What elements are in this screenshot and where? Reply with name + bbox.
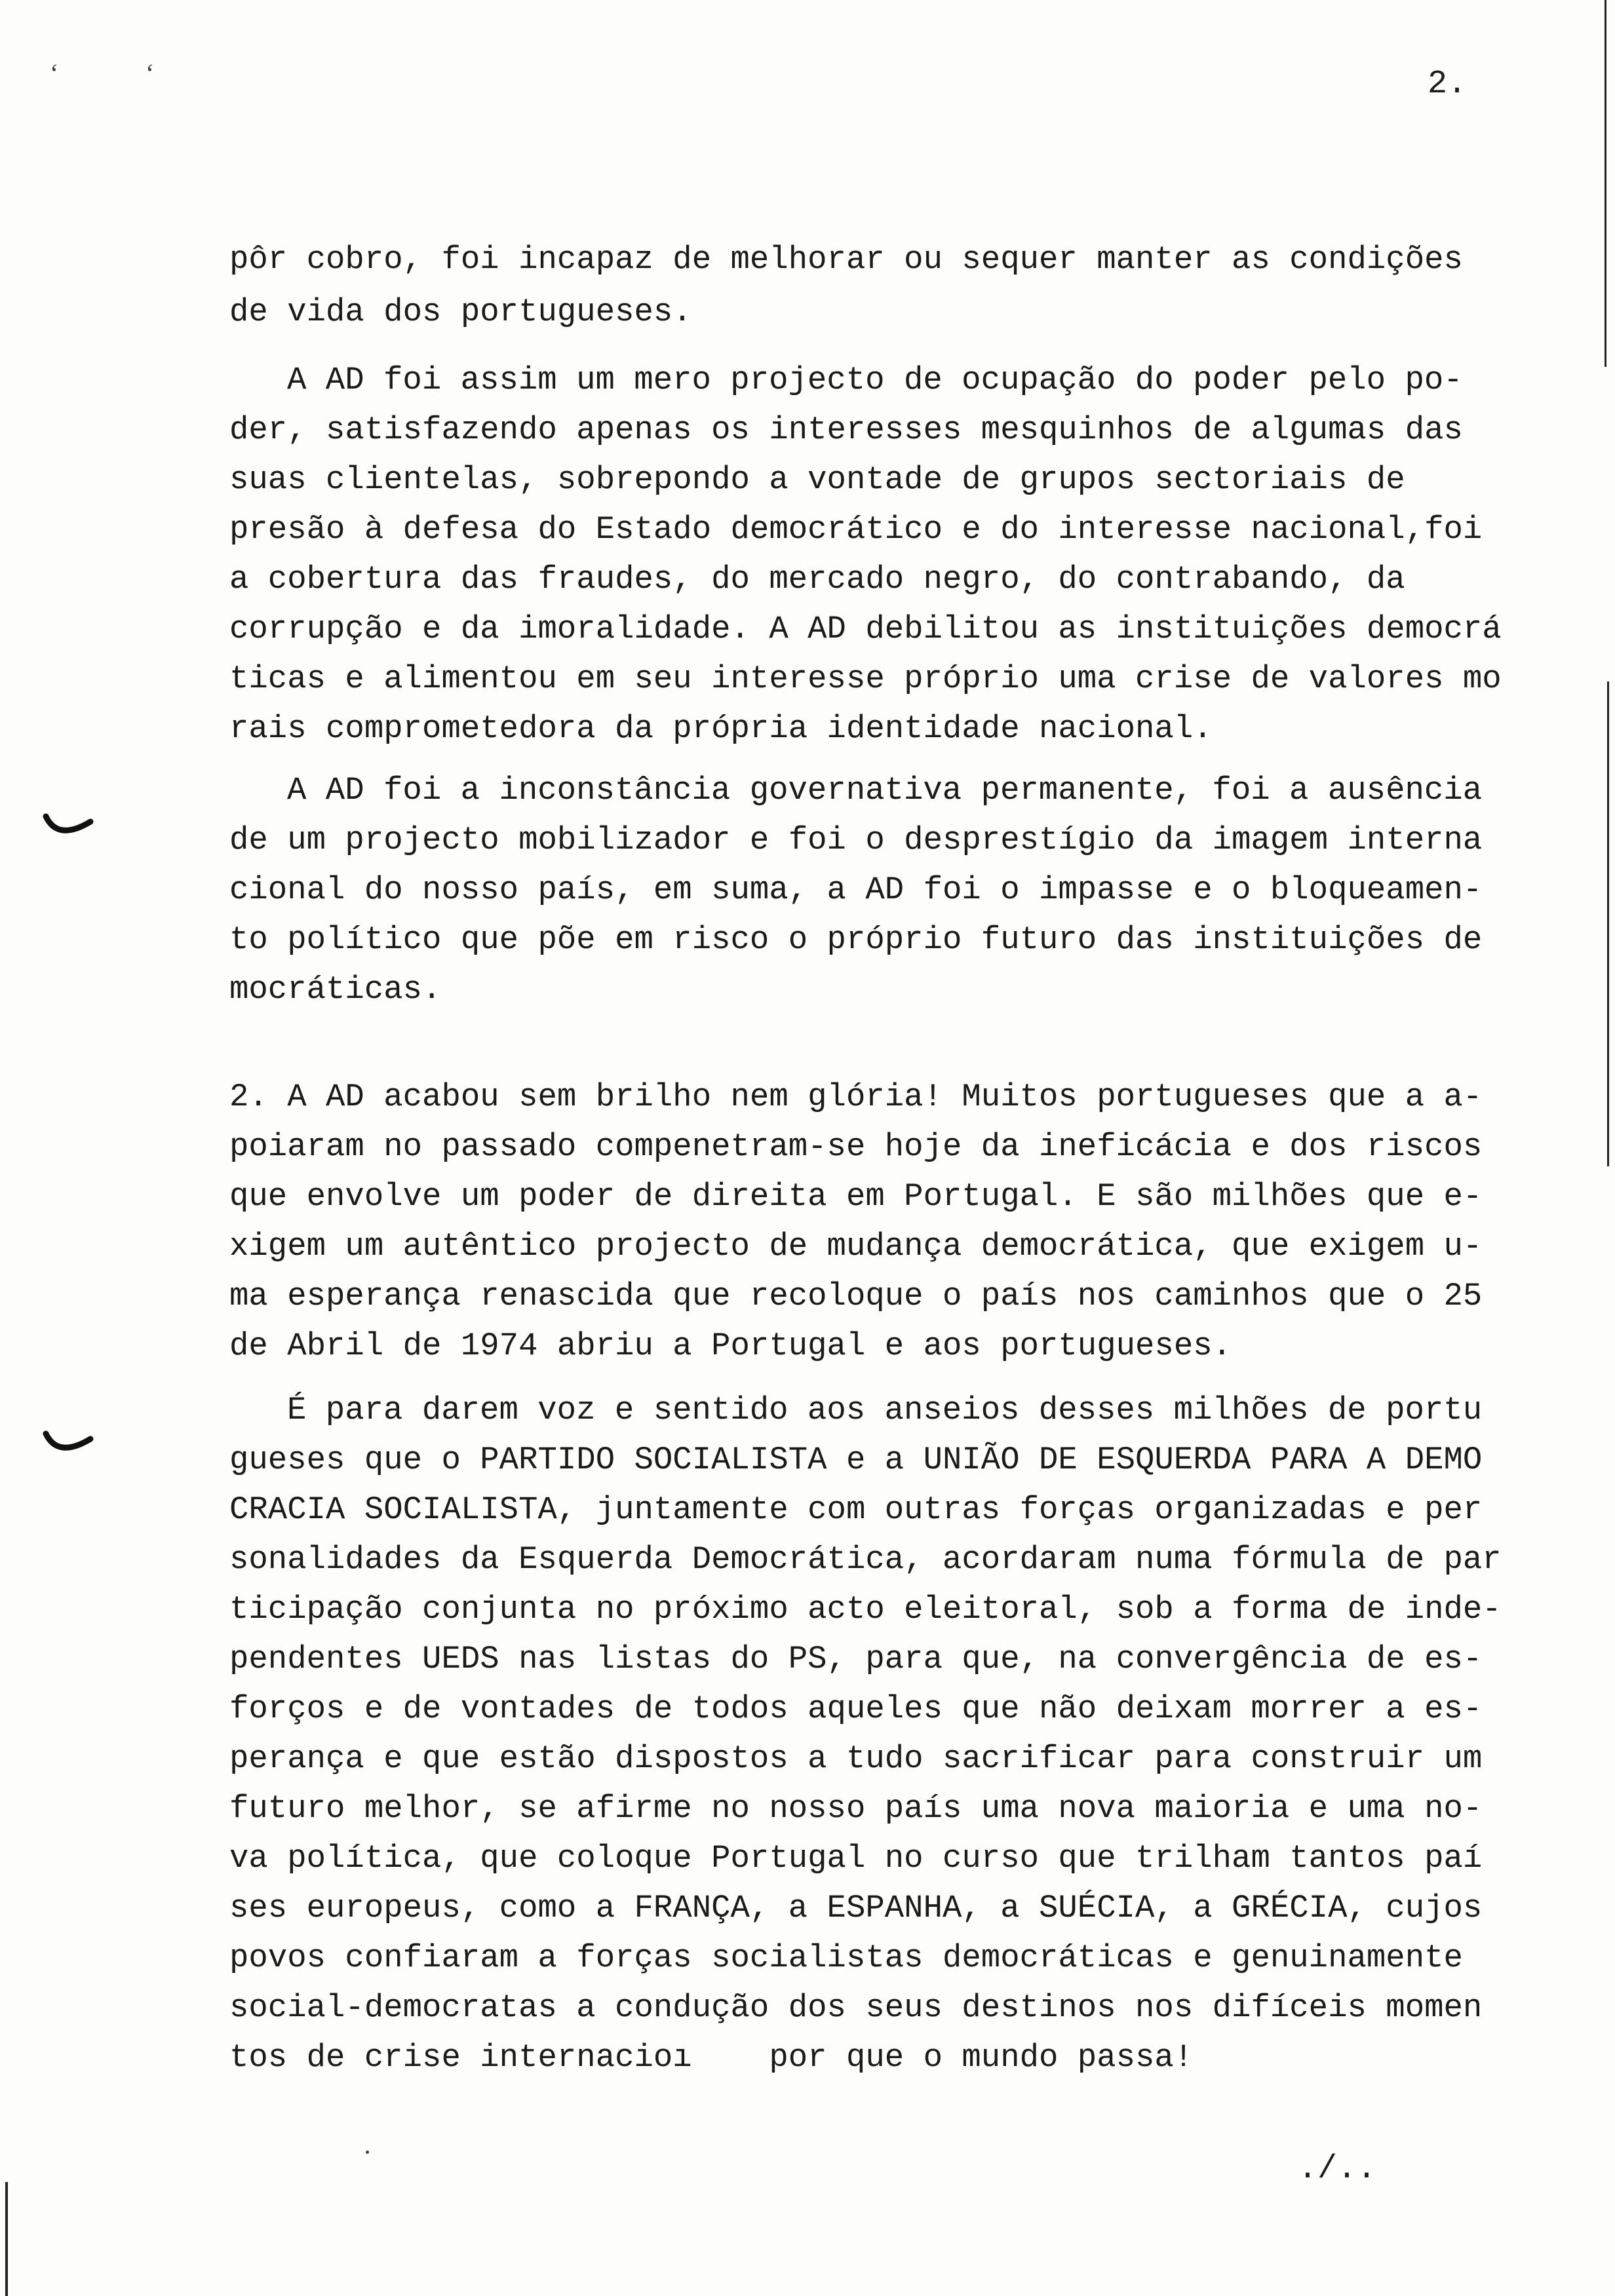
paragraph-3-line: cional do nosso país, em suma, a AD foi o impasse e o bloqueamen- [229, 871, 1483, 908]
paragraph-2-line: rais comprometedora da própria identidade nacional. [229, 710, 1213, 747]
paragraph-5-line: CRACIA SOCIALISTA, juntamente com outras forças organizadas e per [229, 1491, 1483, 1528]
punch-hole-mark-lower [42, 1430, 94, 1461]
paragraph-4-line: que envolve um poder de direita em Portugal. E são milhões que e- [229, 1178, 1483, 1215]
paragraph-5-line: É para darem voz e sentido aos anseios desses milhões de portu [287, 1392, 1483, 1428]
paragraph-5-line: va política, que coloque Portugal no curso que trilham tantos paí [229, 1840, 1483, 1877]
corner-mark-left: ‘ [50, 58, 59, 88]
paragraph-4-line: poiaram no passado compenetram-se hoje da ineficácia e dos riscos [229, 1128, 1483, 1165]
paragraph-2-line: A AD foi assim um mero projecto de ocupação do poder pelo po- [287, 362, 1463, 398]
paragraph-4-line: xigem um autêntico projecto de mudança democrática, que exigem u- [229, 1228, 1483, 1265]
paragraph-5-line: povos confiaram a forças socialistas democráticas e genuinamente [229, 1940, 1463, 1976]
paragraph-1-line: pôr cobro, foi incapaz de melhorar ou sequer manter as condições [229, 241, 1463, 278]
paragraph-5-line: gueses que o PARTIDO SOCIALISTA e a UNIÃO DE ESQUERDA PARA A DEMO [229, 1442, 1483, 1478]
paragraph-5-line: social-democratas a condução dos seus destinos nos difíceis momen [229, 1989, 1483, 2026]
paragraph-3-line: A AD foi a inconstância governativa permanente, foi a ausência [287, 772, 1483, 809]
paragraph-1-line: de vida dos portugueses. [229, 294, 692, 330]
paragraph-5-line: ses europeus, como a FRANÇA, a ESPANHA, a SUÉCIA, a GRÉCIA, cujos [229, 1890, 1483, 1926]
punch-hole-mark-upper [42, 813, 94, 844]
paragraph-4-line: ma esperança renascida que recoloque o país nos caminhos que o 25 [229, 1278, 1483, 1314]
paragraph-5-line: perança e que estão dispostos a tudo sacrificar para construir um [229, 1740, 1483, 1777]
page-number: 2. [1428, 66, 1468, 103]
ink-speck [366, 2151, 369, 2154]
right-edge-scan-line-2 [1607, 681, 1609, 1166]
paragraph-2-line: presão à defesa do Estado democrático e do interesse nacional,foi [229, 511, 1483, 548]
paragraph-5-line: forços e de vontades de todos aqueles que não deixam morrer a es- [229, 1691, 1483, 1727]
paragraph-2-line: a cobertura das fraudes, do mercado negro, do contrabando, da [229, 561, 1405, 598]
paragraph-3-line: to político que põe em risco o próprio futuro das instituições de [229, 921, 1483, 958]
paragraph-4-line: de Abril de 1974 abriu a Portugal e aos portugueses. [229, 1328, 1232, 1364]
paragraph-2-line: corrupção e da imoralidade. A AD debilitou as instituições democrá [229, 611, 1502, 647]
paragraph-5-line: pendentes UEDS nas listas do PS, para que, na convergência de es- [229, 1641, 1483, 1677]
paragraph-2-line: der, satisfazendo apenas os interesses mesquinhos de algumas das [229, 411, 1463, 448]
corner-mark-right: ‘ [146, 58, 155, 88]
left-edge-scan-line [5, 2182, 8, 2296]
paragraph-4-line: 2. A AD acabou sem brilho nem glória! Muitos portugueses que a a- [229, 1079, 1483, 1115]
paragraph-5-line: ticipação conjunta no próximo acto eleitoral, sob a forma de inde- [229, 1591, 1502, 1628]
continuation-mark: ./.. [1298, 2151, 1377, 2188]
paragraph-3-line: mocráticas. [229, 971, 442, 1008]
paragraph-5-line: sonalidades da Esquerda Democrática, acordaram numa fórmula de par [229, 1541, 1502, 1578]
paragraph-2-line: suas clientelas, sobrepondo a vontade de grupos sectoriais de [229, 461, 1405, 498]
paragraph-5-line: futuro melhor, se afirme no nosso país uma nova maioria e uma no- [229, 1790, 1483, 1827]
paragraph-2-line: ticas e alimentou em seu interesse próprio uma crise de valores mo [229, 660, 1502, 697]
paragraph-3-line: de um projecto mobilizador e foi o desprestígio da imagem interna [229, 822, 1483, 858]
paragraph-5-line: tos de crise internacioı por que o mundo passa! [229, 2039, 1194, 2076]
right-edge-scan-line [1605, 0, 1606, 367]
